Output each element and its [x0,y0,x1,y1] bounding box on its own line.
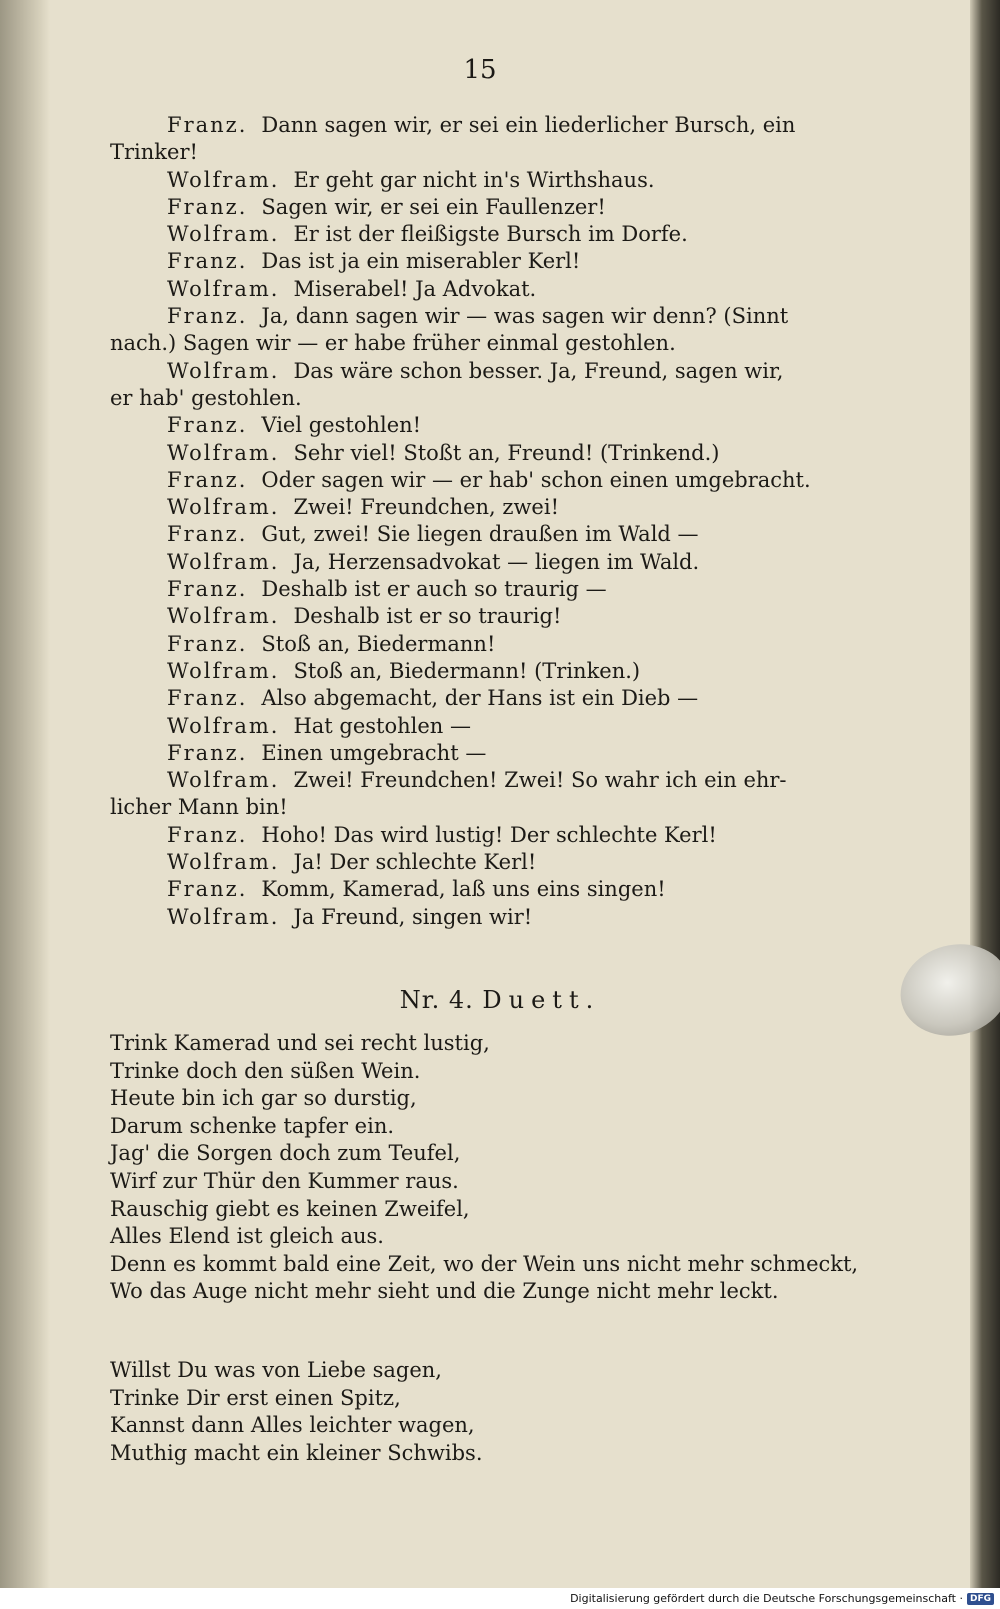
dialogue-text: er hab' gestohlen. [110,385,302,410]
dialogue-line [110,112,840,139]
dialogue-text: Miserabel! Ja Advokat. [293,276,537,301]
dialogue-text: Einen umgebracht — [261,740,487,765]
dialogue-text: Gut, zwei! Sie liegen draußen im Wald — [261,522,699,547]
dialogue-text: Zwei! Freundchen, zwei! [293,495,560,520]
dialogue-text: Viel gestohlen! [261,413,422,438]
dialogue-line [110,385,840,412]
dialogue-line [110,549,840,576]
dialogue-text: Dann sagen wir, er sei ein liederlicher Bursch, ein [261,113,796,137]
dialogue-text: Komm, Kamerad, laß uns eins singen! [261,877,666,902]
dialogue-text: Zwei! Freundchen! Zwei! So wahr ich ein ehr- [293,768,787,793]
poem-line: Wo das Auge nicht mehr sieht und die Zunge nicht mehr leckt. [110,1279,779,1304]
poem-line: Trinke Dir erst einen Spitz, [110,1385,401,1410]
dialogue-text: Er geht gar nicht in's Wirthshaus. [293,167,655,192]
dialogue-text: Also abgemacht, der Hans ist ein Dieb — [261,686,699,711]
section-heading [0,986,1000,1014]
speaker-name: Franz. [167,249,248,274]
dialogue-line [110,521,840,548]
dialogue-text: licher Mann bin! [110,795,288,820]
dialogue-text: Ja, dann sagen wir — was sagen wir denn? (Sinnt [261,304,789,329]
poem-line: Jag' die Sorgen doch zum Teufel, [110,1141,461,1166]
speaker-name: Wolfram. [167,713,280,738]
dialogue-text: nach.) Sagen wir — er habe früher einmal gestohlen. [110,331,676,356]
dialogue-line [110,685,840,712]
dialogue-line [110,740,840,767]
poem-line: Denn es kommt bald eine Zeit, wo der Wein uns nicht mehr schmeckt, [110,1251,859,1276]
speaker-name: Wolfram. [167,850,280,875]
page-number: 15 [463,55,497,85]
speaker-name: Franz. [167,877,248,902]
poem-line: Kannst dann Alles leichter wagen, [110,1413,475,1438]
dialogue-text: Oder sagen wir — er hab' schon einen umgebracht. [261,467,811,492]
dialogue-line [110,658,840,685]
speaker-name: Franz. [167,194,248,219]
speaker-name: Franz. [167,522,248,547]
dialogue-line [110,849,840,876]
speaker-name: Franz. [167,631,248,656]
speaker-name: Wolfram. [167,276,280,301]
dialogue-line [110,822,840,849]
dialogue-line [110,467,840,494]
speaker-name: Franz. [167,413,248,438]
speaker-name: Wolfram. [167,358,280,383]
speaker-name: Franz. [167,822,248,847]
speaker-name: Franz. [167,740,248,765]
dialogue-text: Stoß an, Biedermann! (Trinken.) [293,658,641,683]
speaker-name: Wolfram. [167,904,280,929]
poem-stanza-2 [110,1357,850,1467]
dialogue-line [110,713,840,740]
speaker-name: Wolfram. [167,658,280,683]
dialogue-line [110,139,840,166]
speaker-name: Wolfram. [167,222,280,247]
speaker-name: Franz. [167,467,248,492]
dialogue-line [110,876,840,903]
dialogue-line [110,276,840,303]
heading-title: Duett. [482,986,601,1014]
speaker-name: Franz. [167,577,248,602]
dialogue-line [110,412,840,439]
dialogue-text: Ja Freund, singen wir! [293,904,533,929]
poem-line: Alles Elend ist gleich aus. [110,1224,384,1249]
binding-shadow [0,0,50,1590]
speaker-name: Wolfram. [167,495,280,520]
dialogue-line [110,576,840,603]
poem-line: Muthig macht ein kleiner Schwibs. [110,1440,483,1465]
dialogue-text: Hoho! Das wird lustig! Der schlechte Kerl! [261,822,717,847]
speaker-name: Franz. [167,113,248,137]
dialogue-line [110,904,840,931]
dialogue-text: Das wäre schon besser. Ja, Freund, sagen wir, [293,358,784,383]
speaker-name: Wolfram. [167,549,280,574]
poem-line: Wirf zur Thür den Kummer raus. [110,1168,459,1193]
dialogue-text: Deshalb ist er so traurig! [293,604,562,629]
dialogue-line [110,767,840,794]
poem-line: Rauschig giebt es keinen Zweifel, [110,1196,470,1221]
speaker-name: Wolfram. [167,167,280,192]
dialogue-line [110,358,840,385]
footer-credit [570,1592,994,1605]
dialogue-line [110,631,840,658]
dialogue-text: Ja! Der schlechte Kerl! [293,850,537,875]
dialogue-line [110,248,840,275]
dialogue-text: Trinker! [110,140,198,165]
dialogue-line [110,794,840,821]
dialogue-text: Deshalb ist er auch so traurig — [261,577,607,602]
speaker-name: Wolfram. [167,604,280,629]
poem-line: Heute bin ich gar so durstig, [110,1086,417,1111]
footer-credit-text: Digitalisierung gefördert durch die Deutsche Forschungsgemeinschaft · [570,1592,963,1605]
poem-line: Darum schenke tapfer ein. [110,1113,395,1138]
dialogue-text: Ja, Herzensadvokat — liegen im Wald. [293,549,700,574]
dialogue-text: Stoß an, Biedermann! [261,631,496,656]
heading-number: Nr. 4. [399,986,474,1014]
dialogue-line [110,194,840,221]
speaker-name: Wolfram. [167,768,280,793]
dialogue-line [110,221,840,248]
dialogue-line [110,494,840,521]
dialogue-text: Hat gestohlen — [293,713,471,738]
dialogue-block [110,112,840,931]
dialogue-text: Sehr viel! Stoßt an, Freund! (Trinkend.) [293,440,720,465]
poem-line: Trink Kamerad und sei recht lustig, [110,1031,490,1055]
poem-line: Willst Du was von Liebe sagen, [110,1358,442,1382]
poem-line: Trinke doch den süßen Wein. [110,1058,421,1083]
dialogue-text: Er ist der fleißigste Bursch im Dorfe. [293,222,688,247]
dialogue-line [110,440,840,467]
dialogue-line [110,167,840,194]
dialogue-line [110,603,840,630]
dialogue-line [110,330,840,357]
speaker-name: Franz. [167,304,248,329]
dialogue-line [110,303,840,330]
page-edge [970,0,1000,1590]
dfg-logo: DFG [967,1593,994,1605]
poem-stanza-1 [110,1030,859,1306]
speaker-name: Franz. [167,686,248,711]
dialogue-text: Das ist ja ein miserabler Kerl! [261,249,581,274]
speaker-name: Wolfram. [167,440,280,465]
dialogue-text: Sagen wir, er sei ein Faullenzer! [261,194,606,219]
